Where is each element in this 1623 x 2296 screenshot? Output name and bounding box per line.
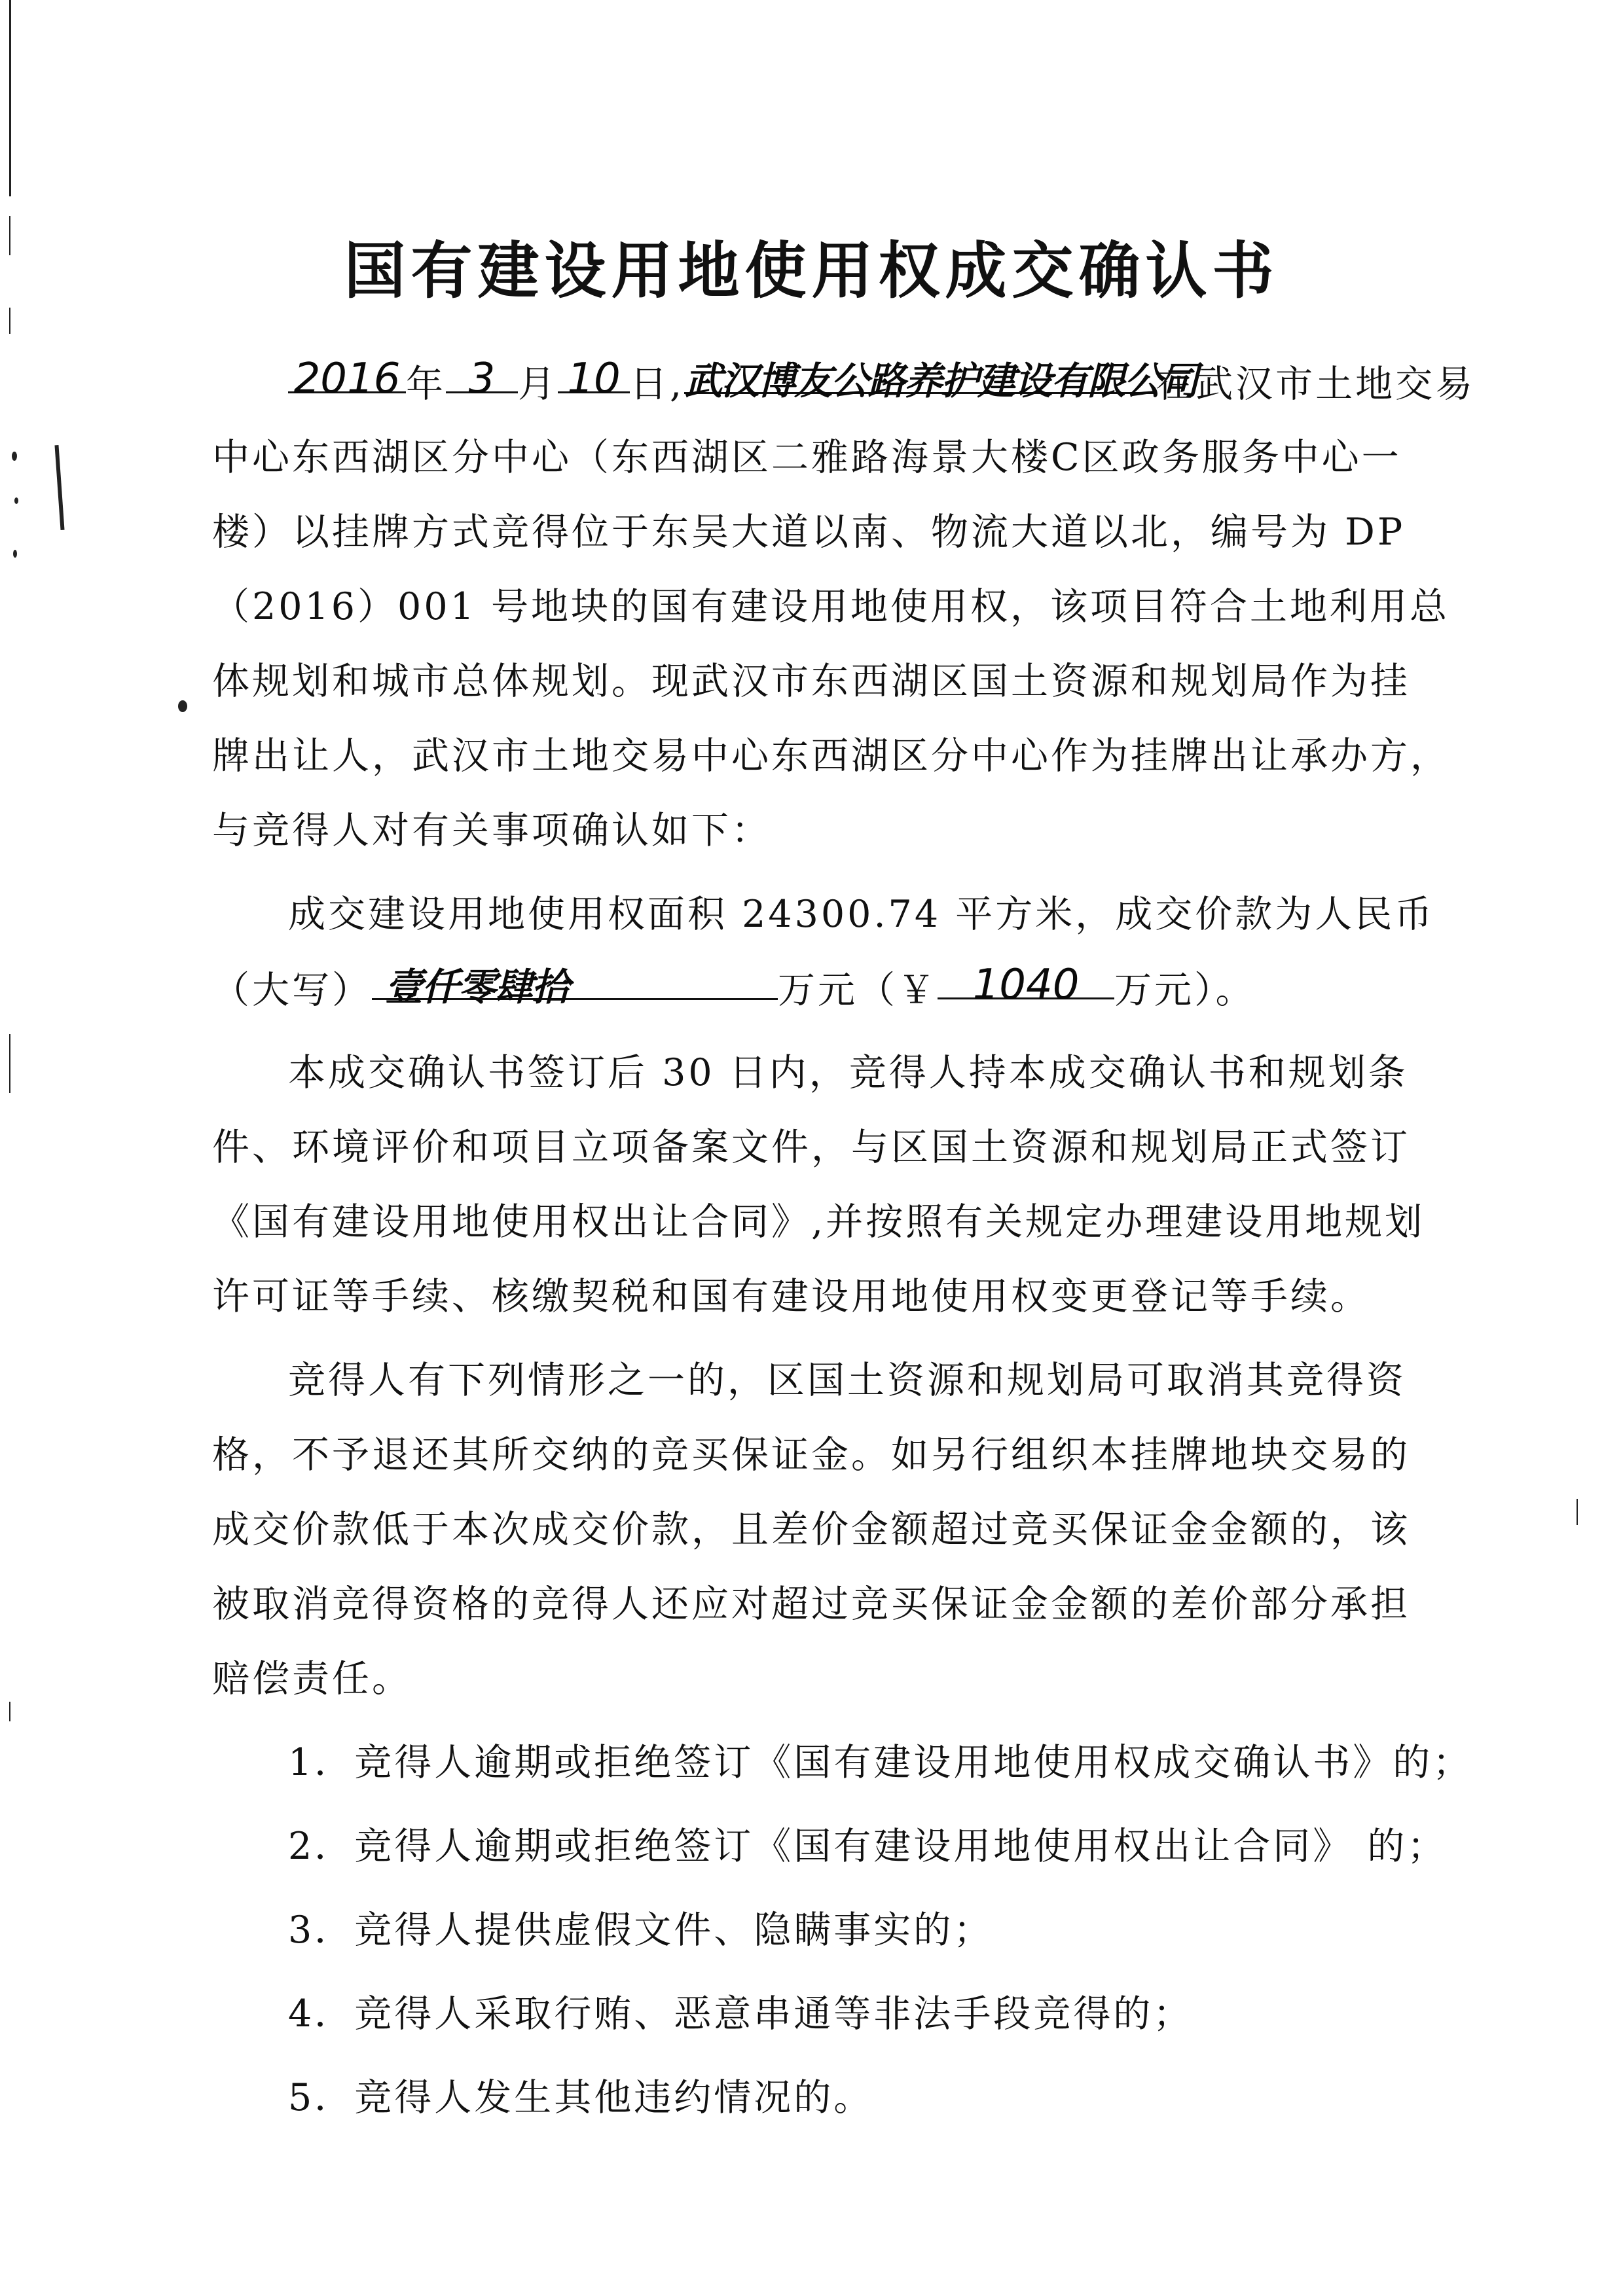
scan-mark	[54, 445, 64, 530]
para4-line: 成交价款低于本次成交价款，且差价金额超过竞买保证金金额的，该	[212, 1508, 1410, 1551]
scan-mark	[12, 452, 17, 461]
price-words: 壹仟零肆拾	[385, 965, 569, 1009]
price-suffix: 万元）。	[1114, 969, 1256, 1012]
scan-mark	[14, 497, 18, 504]
para3-line: 本成交确认书签订后 30 日内，竞得人持本成交确认书和规划条	[288, 1051, 1408, 1094]
para1-line: 与竞得人对有关事项确认如下：	[212, 809, 771, 852]
price-middle: 万元（￥	[778, 969, 938, 1012]
scan-mark	[13, 550, 17, 558]
list-item: 4．竞得人采取行贿、恶意串通等非法手段竞得的；	[288, 1992, 1194, 2036]
page-title: 国有建设用地使用权成交确认书	[344, 236, 1279, 307]
para4-line: 赔偿责任。	[212, 1657, 412, 1700]
scan-mark	[178, 700, 187, 712]
list-item: 5．竞得人发生其他违约情况的。	[288, 2076, 874, 2119]
scan-edge-line	[9, 0, 11, 196]
buyer-name: 武汉博友公路养护建设有限公司	[684, 359, 1198, 403]
para1-line: 楼）以挂牌方式竞得位于东吴大道以南、物流大道以北，编号为 DP	[212, 511, 1406, 554]
date-buyer-line	[288, 346, 1475, 422]
para4-line: 竞得人有下列情形之一的，区国土资源和规划局可取消其竞得资	[288, 1359, 1406, 1402]
para3-line: 《国有建设用地使用权出让合同》,并按照有关规定办理建设用地规划	[212, 1200, 1425, 1244]
document-body	[212, 346, 1476, 2119]
price-number: 1040	[972, 961, 1080, 1009]
para3-line: 件、环境评价和项目立项备案文件，与区国土资源和规划局正式签订	[212, 1126, 1410, 1169]
price-words-prefix: （大写）	[212, 969, 372, 1012]
para1-line: （2016）001 号地块的国有建设用地使用权，该项目符合土地利用总	[212, 585, 1450, 628]
price-number-field	[938, 952, 1114, 1009]
para1-line: 中心东西湖区分中心（东西湖区二雅路海景大楼C区政务服务中心一	[212, 436, 1402, 479]
day-field	[558, 346, 630, 403]
para1-line: 牌出让人，武汉市土地交易中心东西湖区分中心作为挂牌出让承办方，	[212, 734, 1450, 778]
list-item: 2．竞得人逾期或拒绝签订《国有建设用地使用权出让合同》 的；	[288, 1825, 1448, 1868]
para4-line: 被取消竞得资格的竞得人还应对超过竞买保证金金额的差价部分承担	[212, 1583, 1410, 1626]
scan-edge-line	[1577, 1499, 1578, 1525]
scan-edge-line	[9, 1034, 10, 1093]
day-value: 10	[567, 355, 621, 403]
year-value: 2016	[293, 355, 401, 403]
list-item: 1．竞得人逾期或拒绝签订《国有建设用地使用权成交确认书》的；	[288, 1741, 1473, 1784]
month-label: 月	[518, 363, 558, 406]
para2-line: 成交建设用地使用权面积 24300.74 平方米，成交价款为人民币	[288, 893, 1435, 936]
buyer-field	[684, 346, 1198, 403]
price-words-field	[372, 952, 778, 1009]
day-label: 日,	[630, 363, 685, 406]
scan-edge-line	[9, 1702, 10, 1721]
year-label: 年	[406, 363, 446, 406]
price-line	[212, 952, 1256, 1028]
para1-line: 体规划和城市总体规划。现武汉市东西湖区国土资源和规划局作为挂	[212, 660, 1410, 703]
month-value: 3	[468, 355, 496, 403]
scan-edge-line	[9, 308, 10, 334]
list-item: 3．竞得人提供虚假文件、隐瞒事实的；	[288, 1909, 994, 1952]
para1-line1-tail: 在武汉市土地交易	[1156, 363, 1476, 406]
para3-line: 许可证等手续、核缴契税和国有建设用地使用权变更登记等手续。	[212, 1275, 1370, 1318]
month-field	[446, 346, 518, 403]
year-field	[288, 346, 406, 403]
para4-line: 格，不予退还其所交纳的竞买保证金。如另行组织本挂牌地块交易的	[212, 1433, 1410, 1477]
